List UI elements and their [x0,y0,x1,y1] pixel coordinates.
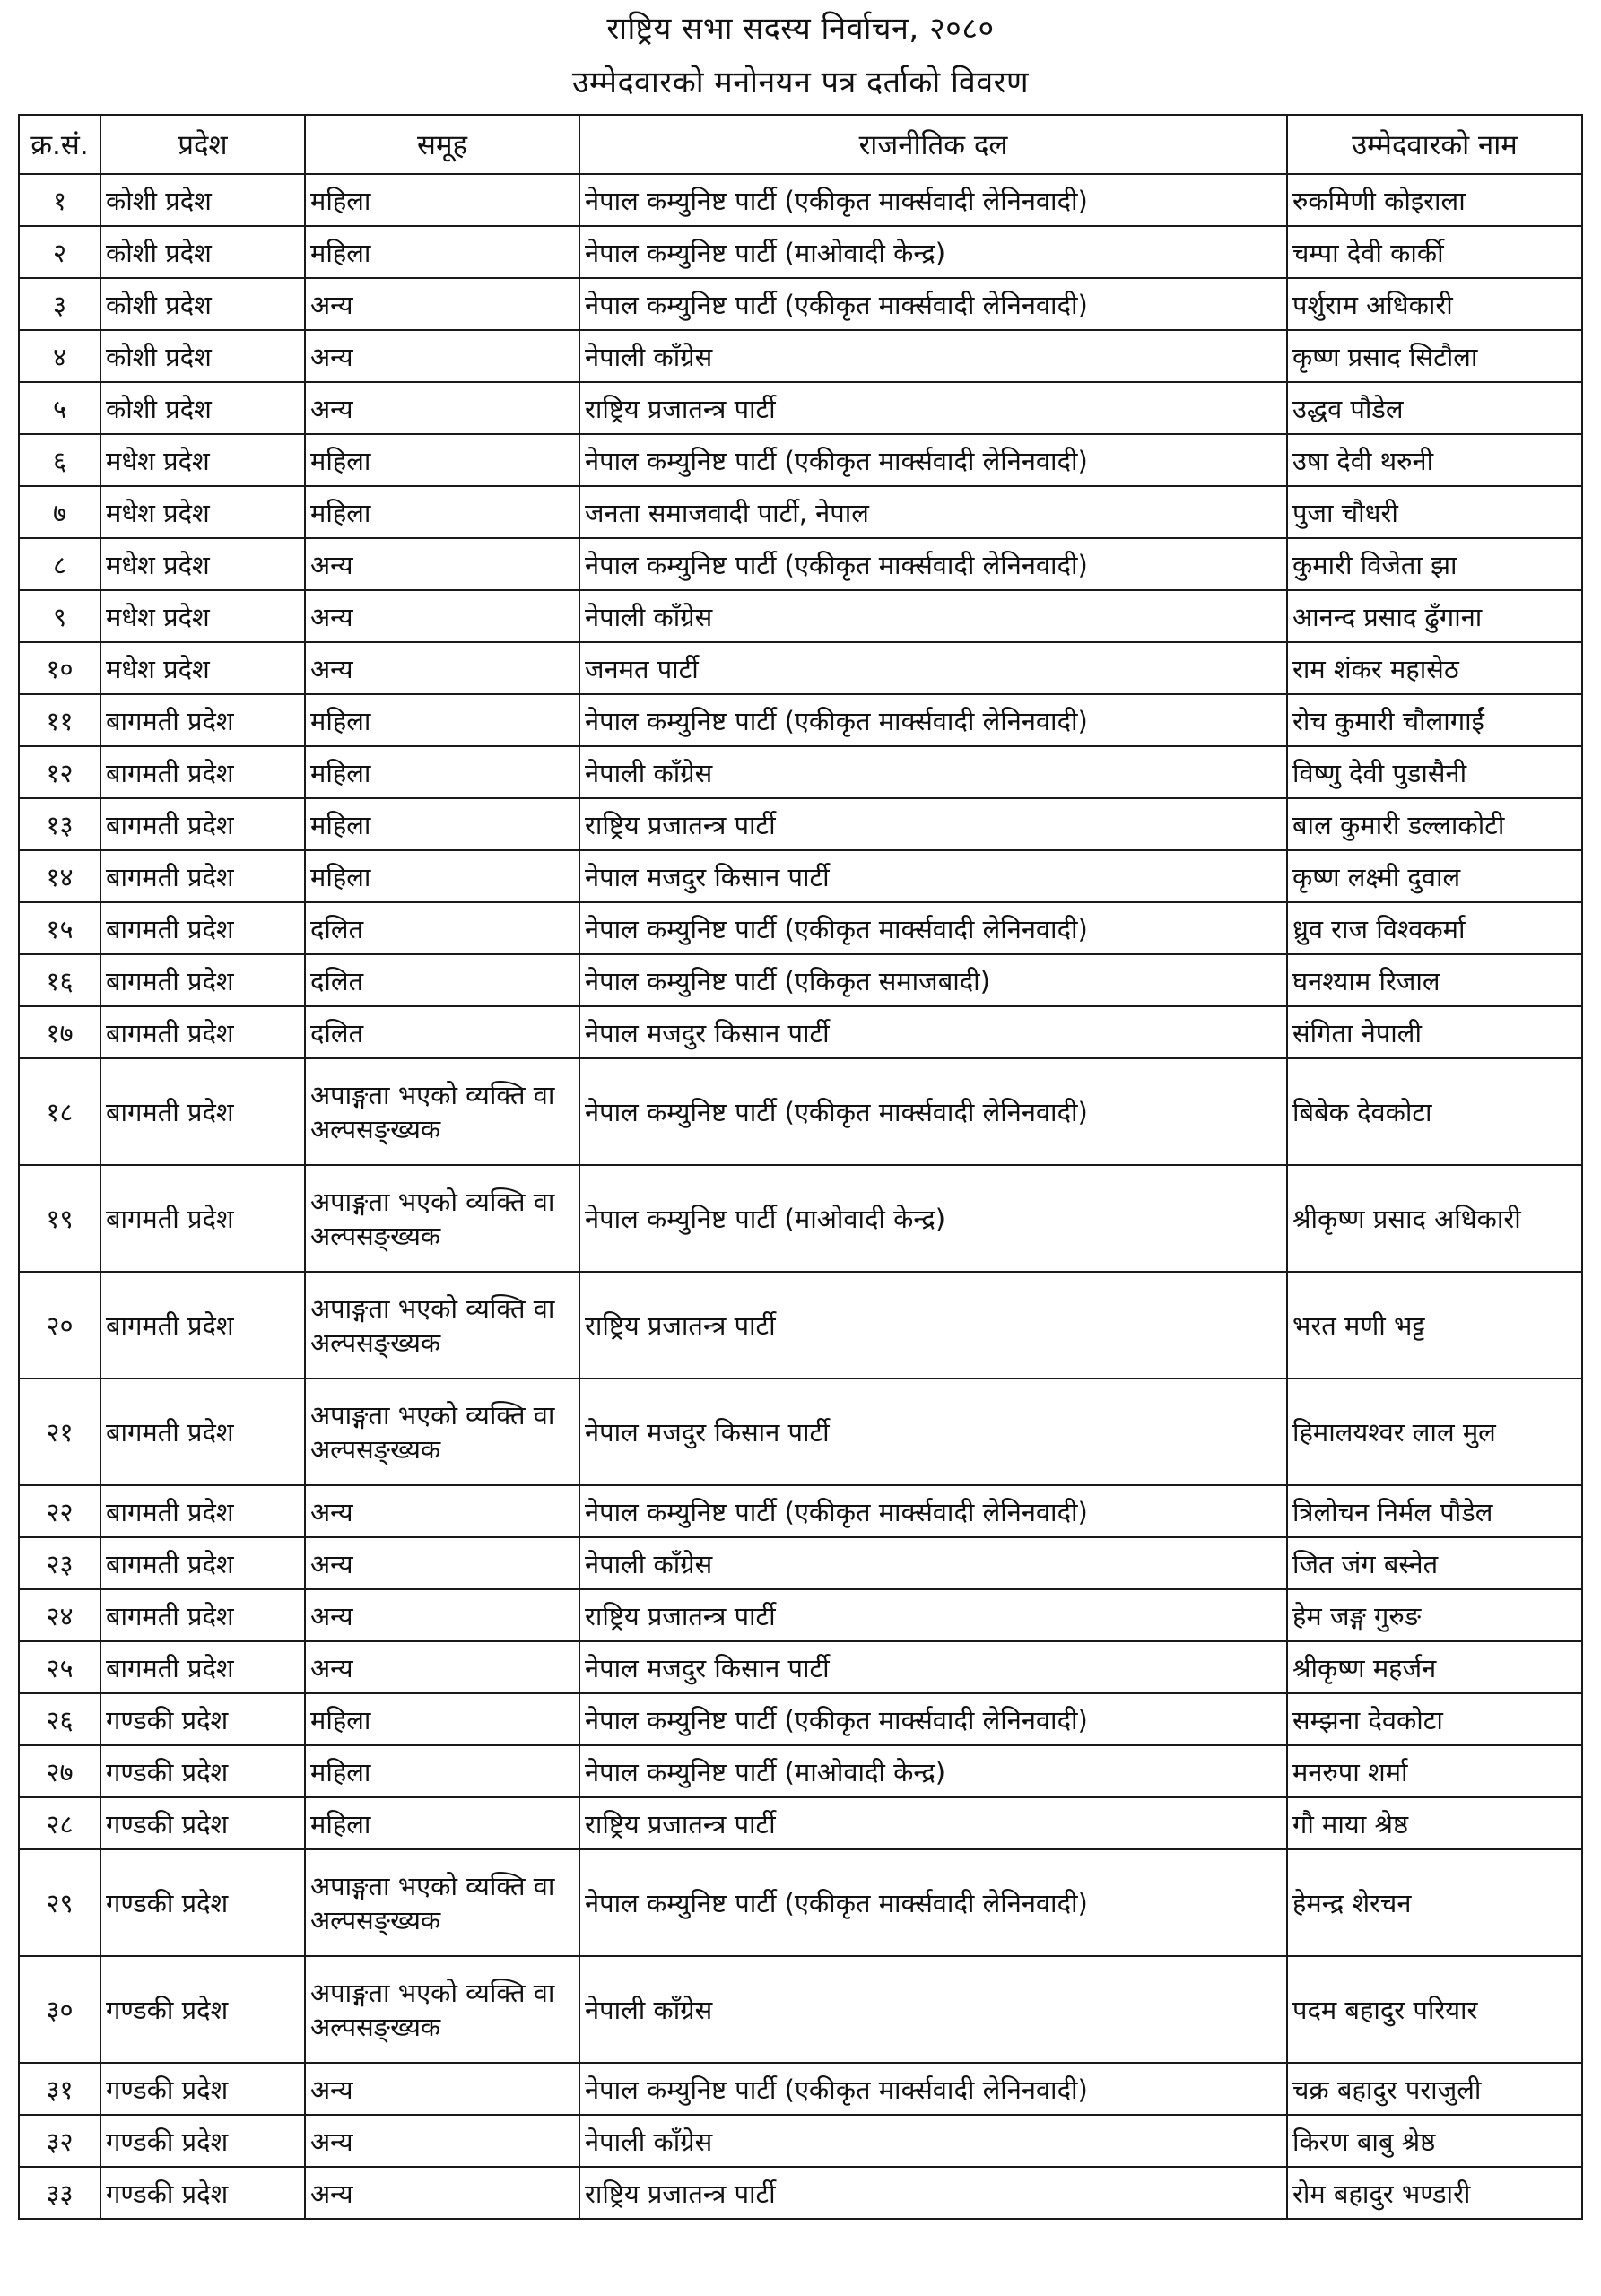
province-cell: बागमती प्रदेश [100,902,305,954]
party-cell: जनता समाजवादी पार्टी, नेपाल [579,486,1287,538]
table-row [19,590,1582,642]
serial-number-cell: २१ [19,1378,100,1485]
province-cell: बागमती प्रदेश [100,1058,305,1165]
serial-number-cell: १९ [19,1165,100,1272]
party-cell: राष्ट्रिय प्रजातन्त्र पार्टी [579,382,1287,434]
header-serial-number: क्र.सं. [19,115,100,174]
party-cell: नेपाल कम्युनिष्ट पार्टी (एकीकृत मार्क्सवादी लेनिनवादी) [579,1485,1287,1537]
party-cell: नेपाल कम्युनिष्ट पार्टी (माओवादी केन्द्र) [579,1165,1287,1272]
serial-number-cell: १६ [19,954,100,1006]
group-cell: अन्य [305,382,579,434]
province-cell: मधेश प्रदेश [100,538,305,590]
group-cell: महिला [305,1693,579,1745]
group-cell: महिला [305,798,579,850]
table-row [19,2115,1582,2167]
group-cell: अन्य [305,590,579,642]
candidate-name-cell: विष्णु देवी पुडासैनी [1287,746,1582,798]
group-cell: अपाङ्गता भएको व्यक्ति वा अल्पसङ्ख्यक [305,1956,579,2063]
province-cell: बागमती प्रदेश [100,954,305,1006]
group-cell: अन्य [305,538,579,590]
candidate-name-cell: त्रिलोचन निर्मल पौडेल [1287,1485,1582,1537]
table-row [19,1797,1582,1849]
party-cell: नेपाल कम्युनिष्ट पार्टी (एकीकृत मार्क्सवादी लेनिनवादी) [579,538,1287,590]
province-cell: गण्डकी प्रदेश [100,1849,305,1956]
party-cell: नेपाली काँग्रेस [579,330,1287,382]
province-cell: बागमती प्रदेश [100,798,305,850]
serial-number-cell: २६ [19,1693,100,1745]
party-cell: नेपाली काँग्रेस [579,1537,1287,1589]
party-cell: राष्ट्रिय प्रजातन्त्र पार्टी [579,1589,1287,1641]
candidate-name-cell: गौ माया श्रेष्ठ [1287,1797,1582,1849]
party-cell: नेपाल मजदुर किसान पार्टी [579,1641,1287,1693]
document-title: राष्ट्रिय सभा सदस्य निर्वाचन, २०८० [606,11,995,47]
serial-number-cell: ८ [19,538,100,590]
candidate-name-cell: सम्झना देवकोटा [1287,1693,1582,1745]
province-cell: गण्डकी प्रदेश [100,1956,305,2063]
candidate-table [18,114,1583,2220]
group-cell: अन्य [305,330,579,382]
group-cell: अपाङ्गता भएको व्यक्ति वा अल्पसङ्ख्यक [305,1272,579,1378]
group-cell: अपाङ्गता भएको व्यक्ति वा अल्पसङ्ख्यक [305,1849,579,1956]
serial-number-cell: ३ [19,278,100,330]
table-row [19,486,1582,538]
candidate-name-cell: पर्शुराम अधिकारी [1287,278,1582,330]
province-cell: कोशी प्रदेश [100,174,305,226]
serial-number-cell: १८ [19,1058,100,1165]
province-cell: कोशी प्रदेश [100,330,305,382]
table-row [19,1272,1582,1378]
candidate-name-cell: ध्रुव राज विश्वकर्मा [1287,902,1582,954]
party-cell: राष्ट्रिय प्रजातन्त्र पार्टी [579,798,1287,850]
serial-number-cell: २ [19,226,100,278]
group-cell: अन्य [305,1485,579,1537]
serial-number-cell: ९ [19,590,100,642]
group-cell: अन्य [305,2115,579,2167]
serial-number-cell: २२ [19,1485,100,1537]
party-cell: नेपाल मजदुर किसान पार्टी [579,1378,1287,1485]
table-row [19,642,1582,694]
table-row [19,1745,1582,1797]
header-political-party: राजनीतिक दल [579,115,1287,174]
province-cell: बागमती प्रदेश [100,1272,305,1378]
party-cell: नेपाली काँग्रेस [579,746,1287,798]
group-cell: दलित [305,902,579,954]
candidate-name-cell: राम शंकर महासेठ [1287,642,1582,694]
serial-number-cell: ५ [19,382,100,434]
party-cell: नेपाल कम्युनिष्ट पार्टी (एकीकृत मार्क्सवादी लेनिनवादी) [579,902,1287,954]
province-cell: कोशी प्रदेश [100,382,305,434]
serial-number-cell: १७ [19,1006,100,1058]
province-cell: बागमती प्रदेश [100,850,305,902]
party-cell: जनमत पार्टी [579,642,1287,694]
group-cell: दलित [305,954,579,1006]
table-row [19,850,1582,902]
serial-number-cell: १४ [19,850,100,902]
table-row [19,1165,1582,1272]
province-cell: बागमती प्रदेश [100,1641,305,1693]
candidate-name-cell: हिमालयश्वर लाल मुल [1287,1378,1582,1485]
party-cell: राष्ट्रिय प्रजातन्त्र पार्टी [579,2167,1287,2219]
party-cell: नेपाल कम्युनिष्ट पार्टी (एकीकृत मार्क्सवादी लेनिनवादी) [579,694,1287,746]
header-group: समूह [305,115,579,174]
party-cell: नेपाल कम्युनिष्ट पार्टी (एकीकृत मार्क्सवादी लेनिनवादी) [579,1693,1287,1745]
table-row [19,902,1582,954]
table-row [19,1537,1582,1589]
candidate-name-cell: जित जंग बस्नेत [1287,1537,1582,1589]
candidate-name-cell: कृष्ण प्रसाद सिटौला [1287,330,1582,382]
party-cell: नेपाली काँग्रेस [579,2115,1287,2167]
serial-number-cell: ३३ [19,2167,100,2219]
table-row [19,1589,1582,1641]
table-row [19,2063,1582,2115]
table-row [19,538,1582,590]
candidate-name-cell: पुजा चौधरी [1287,486,1582,538]
province-cell: गण्डकी प्रदेश [100,2115,305,2167]
candidate-name-cell: भरत मणी भट्ट [1287,1272,1582,1378]
group-cell: अपाङ्गता भएको व्यक्ति वा अल्पसङ्ख्यक [305,1058,579,1165]
party-cell: राष्ट्रिय प्रजातन्त्र पार्टी [579,1797,1287,1849]
province-cell: मधेश प्रदेश [100,590,305,642]
group-cell: अन्य [305,642,579,694]
group-cell: महिला [305,174,579,226]
group-cell: महिला [305,226,579,278]
serial-number-cell: ११ [19,694,100,746]
document-subtitle: उम्मेदवारको मनोनयन पत्र दर्ताको विवरण [571,65,1030,100]
serial-number-cell: २७ [19,1745,100,1797]
candidate-name-cell: आनन्द प्रसाद ढुँगाना [1287,590,1582,642]
table-row [19,174,1582,226]
candidate-name-cell: मनरुपा शर्मा [1287,1745,1582,1797]
serial-number-cell: ३० [19,1956,100,2063]
party-cell: नेपाल कम्युनिष्ट पार्टी (एकीकृत मार्क्सवादी लेनिनवादी) [579,174,1287,226]
candidate-name-cell: चक्र बहादुर पराजुली [1287,2063,1582,2115]
serial-number-cell: २८ [19,1797,100,1849]
serial-number-cell: १० [19,642,100,694]
province-cell: गण्डकी प्रदेश [100,2063,305,2115]
province-cell: बागमती प्रदेश [100,694,305,746]
group-cell: महिला [305,746,579,798]
serial-number-cell: १२ [19,746,100,798]
candidate-name-cell: उषा देवी थरुनी [1287,434,1582,486]
province-cell: बागमती प्रदेश [100,1165,305,1272]
table-row [19,382,1582,434]
candidate-name-cell: संगिता नेपाली [1287,1006,1582,1058]
candidate-name-cell: रोम बहादुर भण्डारी [1287,2167,1582,2219]
candidate-name-cell: पदम बहादुर परियार [1287,1956,1582,2063]
group-cell: महिला [305,694,579,746]
serial-number-cell: ३२ [19,2115,100,2167]
province-cell: बागमती प्रदेश [100,1378,305,1485]
table-header-row [19,115,1582,174]
group-cell: अपाङ्गता भएको व्यक्ति वा अल्पसङ्ख्यक [305,1378,579,1485]
group-cell: महिला [305,1745,579,1797]
serial-number-cell: २५ [19,1641,100,1693]
party-cell: नेपाली काँग्रेस [579,590,1287,642]
province-cell: गण्डकी प्रदेश [100,1797,305,1849]
candidate-name-cell: हेम जङ्ग गुरुङ [1287,1589,1582,1641]
table-row [19,278,1582,330]
candidate-name-cell: श्रीकृष्ण महर्जन [1287,1641,1582,1693]
table-row [19,1485,1582,1537]
serial-number-cell: ४ [19,330,100,382]
serial-number-cell: १३ [19,798,100,850]
province-cell: मधेश प्रदेश [100,486,305,538]
province-cell: कोशी प्रदेश [100,226,305,278]
province-cell: बागमती प्रदेश [100,1485,305,1537]
table-row [19,330,1582,382]
candidate-name-cell: बाल कुमारी डल्लाकोटी [1287,798,1582,850]
group-cell: महिला [305,486,579,538]
group-cell: महिला [305,434,579,486]
group-cell: अन्य [305,278,579,330]
serial-number-cell: १५ [19,902,100,954]
candidate-name-cell: श्रीकृष्ण प्रसाद अधिकारी [1287,1165,1582,1272]
party-cell: नेपाल कम्युनिष्ट पार्टी (एकीकृत मार्क्सवादी लेनिनवादी) [579,434,1287,486]
candidate-name-cell: घनश्याम रिजाल [1287,954,1582,1006]
candidate-name-cell: रुकमिणी कोइराला [1287,174,1582,226]
group-cell: महिला [305,1797,579,1849]
province-cell: मधेश प्रदेश [100,434,305,486]
party-cell: नेपाली काँग्रेस [579,1956,1287,2063]
group-cell: अन्य [305,1589,579,1641]
candidate-name-cell: बिबेक देवकोटा [1287,1058,1582,1165]
province-cell: कोशी प्रदेश [100,278,305,330]
table-row [19,434,1582,486]
party-cell: नेपाल कम्युनिष्ट पार्टी (एकीकृत मार्क्सवादी लेनिनवादी) [579,1058,1287,1165]
table-row [19,2167,1582,2219]
party-cell: नेपाल कम्युनिष्ट पार्टी (माओवादी केन्द्र) [579,226,1287,278]
table-row [19,954,1582,1006]
table-row [19,1378,1582,1485]
candidate-name-cell: कृष्ण लक्ष्मी दुवाल [1287,850,1582,902]
party-cell: नेपाल कम्युनिष्ट पार्टी (एकिकृत समाजबादी) [579,954,1287,1006]
candidate-name-cell: कुमारी विजेता झा [1287,538,1582,590]
candidate-name-cell: चम्पा देवी कार्की [1287,226,1582,278]
group-cell: अन्य [305,2167,579,2219]
serial-number-cell: २० [19,1272,100,1378]
table-row [19,746,1582,798]
party-cell: नेपाल मजदुर किसान पार्टी [579,850,1287,902]
table-row [19,1641,1582,1693]
party-cell: नेपाल कम्युनिष्ट पार्टी (एकीकृत मार्क्सवादी लेनिनवादी) [579,278,1287,330]
candidate-name-cell: रोच कुमारी चौलागाईं [1287,694,1582,746]
table-row [19,1956,1582,2063]
header-candidate-name: उम्मेदवारको नाम [1287,115,1582,174]
table-row [19,1693,1582,1745]
group-cell: अन्य [305,1537,579,1589]
group-cell: दलित [305,1006,579,1058]
serial-number-cell: २९ [19,1849,100,1956]
province-cell: गण्डकी प्रदेश [100,2167,305,2219]
province-cell: मधेश प्रदेश [100,642,305,694]
party-cell: राष्ट्रिय प्रजातन्त्र पार्टी [579,1272,1287,1378]
province-cell: बागमती प्रदेश [100,1537,305,1589]
group-cell: अन्य [305,1641,579,1693]
serial-number-cell: १ [19,174,100,226]
table-row [19,1849,1582,1956]
group-cell: अपाङ्गता भएको व्यक्ति वा अल्पसङ्ख्यक [305,1165,579,1272]
serial-number-cell: २४ [19,1589,100,1641]
group-cell: अन्य [305,2063,579,2115]
serial-number-cell: ३१ [19,2063,100,2115]
serial-number-cell: २३ [19,1537,100,1589]
group-cell: महिला [305,850,579,902]
table-row [19,798,1582,850]
party-cell: नेपाल मजदुर किसान पार्टी [579,1006,1287,1058]
serial-number-cell: ७ [19,486,100,538]
party-cell: नेपाल कम्युनिष्ट पार्टी (एकीकृत मार्क्सवादी लेनिनवादी) [579,2063,1287,2115]
province-cell: बागमती प्रदेश [100,1589,305,1641]
candidate-name-cell: उद्धव पौडेल [1287,382,1582,434]
table-row [19,1006,1582,1058]
serial-number-cell: ६ [19,434,100,486]
candidate-name-cell: हेमन्द्र शेरचन [1287,1849,1582,1956]
party-cell: नेपाल कम्युनिष्ट पार्टी (माओवादी केन्द्र) [579,1745,1287,1797]
province-cell: गण्डकी प्रदेश [100,1693,305,1745]
province-cell: बागमती प्रदेश [100,746,305,798]
province-cell: बागमती प्रदेश [100,1006,305,1058]
table-row [19,1058,1582,1165]
province-cell: गण्डकी प्रदेश [100,1745,305,1797]
header-province: प्रदेश [100,115,305,174]
candidate-name-cell: किरण बाबु श्रेष्ठ [1287,2115,1582,2167]
table-row [19,694,1582,746]
table-row [19,226,1582,278]
party-cell: नेपाल कम्युनिष्ट पार्टी (एकीकृत मार्क्सवादी लेनिनवादी) [579,1849,1287,1956]
